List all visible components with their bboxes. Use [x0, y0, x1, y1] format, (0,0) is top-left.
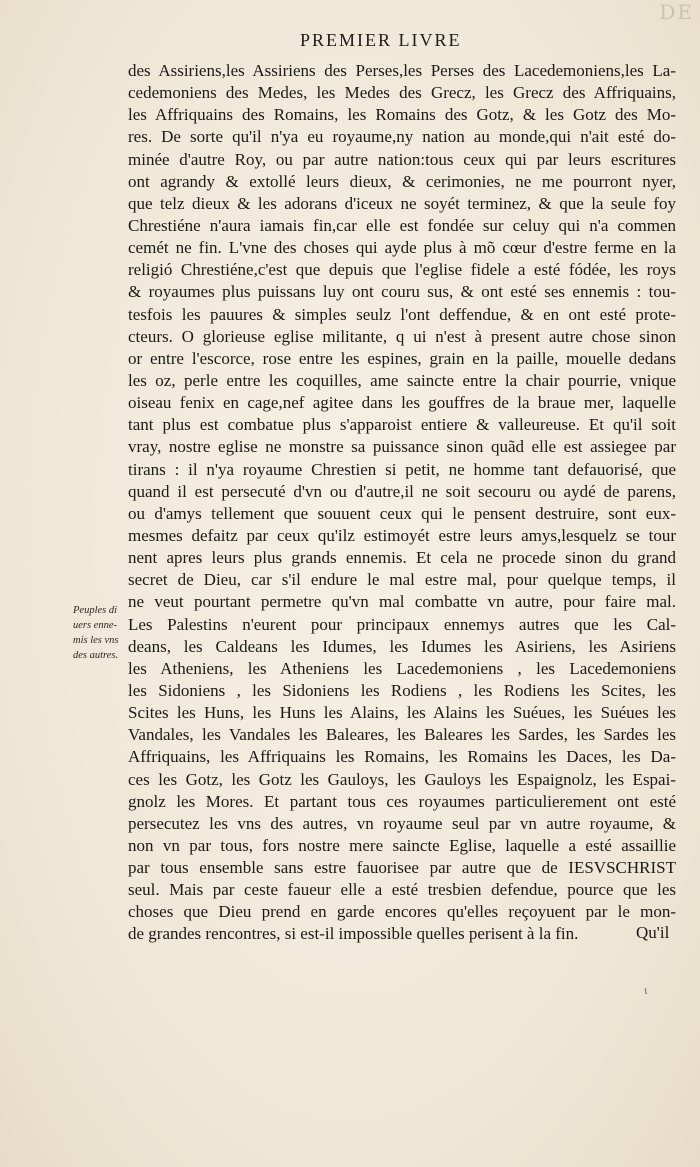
catchword: Qu'il [636, 923, 670, 942]
text-line: non vn par tous, fors nostre mere saincte Eglise, laquelle a esté assaillie [128, 835, 676, 855]
body-text [128, 60, 676, 946]
text-line: de grandes rencontres, si est-il impossible quelles perisent à la fin. [128, 924, 579, 944]
text-line: Chrestiéne n'aura iamais fin,car elle est fondée sur celuy qui n'a commen [128, 215, 676, 235]
text-line: les oz, perle entre les coquilles, ame saincte entre la chair pourrie, vnique [128, 370, 676, 390]
margin-note-line: uers enne- [73, 620, 118, 631]
margin-note-line: mis les vns [73, 635, 119, 646]
text-line: Scites les Huns, les Huns les Alains, les Alains les Suéues, les Suéues les [128, 703, 676, 723]
text-line: nent apres leurs plus grands ennemis. Et cela ne procede sinon du grand [128, 548, 676, 568]
text-line: gnolz les Mores. Et partant tous ces royaumes particulierement ont esté [128, 791, 676, 811]
text-line: cteurs. O glorieuse eglise militante, q ui n'est à present autre chose sinon [128, 326, 676, 346]
text-line: ont agrandy & extollé leurs dieux, & cerimonies, ne me pourront nyer, [128, 171, 676, 191]
text-line: religió Chrestiéne,c'est que depuis que l'eglise fidele a esté fódée, les roys [128, 260, 676, 280]
text-line: cemét ne fin. L'vne des choses qui ayde plus à mõ cœur d'estre ferme en la [128, 238, 676, 258]
text-line: persecutez les vns des autres, vn royaume seul par vn autre royaume, & [128, 813, 676, 833]
text-line: les Affriquains des Romains, les Romains des Gotz, & les Gotz des Mo- [128, 105, 676, 125]
text-line: quand il est persecuté d'vn ou d'autre,il ne soit secouru ou aydé de parens, [128, 481, 676, 501]
text-line: les Atheniens, les Atheniens les Lacedemoniens , les Lacedemoniens [128, 658, 676, 678]
text-line: oiseau fenix en cage,nef agitee dans les gouffres de la braue mer, laquelle [128, 393, 676, 413]
text-line: & royaumes plus puissans luy ont couru sus, & ont esté ses ennemis : tou- [128, 282, 676, 302]
text-line: deans, les Caldeans les Idumes, les Idumes les Asiriens, les Asiriens [128, 636, 676, 656]
text-line: mesmes defaitz par ceux qu'ilz estimoyét estre leurs amys,lesquelz se tour [128, 525, 676, 545]
text-line: tirans : il n'ya royaume Chrestien si petit, ne homme tant defauorisé, que [128, 459, 676, 479]
text-line: vray, nostre eglise ne monstre sa puissance sinon quãd elle est assiegee par [128, 437, 676, 457]
margin-note-line: des autres. [73, 650, 119, 661]
text-line: ne veut pourtant permetre qu'vn mal combatte vn autre, pour faire mal. [128, 592, 676, 612]
margin-note [73, 603, 129, 663]
text-line: ces les Gotz, les Gotz les Gauloys, les Gauloys les Espaignolz, les Espai- [128, 769, 676, 789]
text-line: tant plus est combatue plus s'apparoist entiere & valleureuse. Et qu'il soit [128, 415, 676, 435]
text-line: les Sidoniens , les Sidoniens les Rodiens , les Rodiens les Scites, les [128, 680, 676, 700]
text-line: ou d'amys tellement que souuent ceux qui le pensent destruire, sont eux- [128, 503, 676, 523]
text-line: Vandales, les Vandales les Baleares, les Baleares les Sardes, les Sardes les [128, 725, 676, 745]
text-line: cedemoniens des Medes, les Medes des Grecz, les Grecz des Affriquains, [128, 83, 676, 103]
text-line: des Assiriens,les Assiriens des Perses,les Perses des Lacedemoniens,les La- [128, 61, 676, 80]
margin-note-line: Peuples di [73, 605, 118, 616]
text-line: Affriquains, les Affriquains les Romains, les Romains les Daces, les Da- [128, 747, 676, 767]
page-mark: ι [644, 986, 648, 997]
text-line: res. De sorte qu'il n'ya eu royaume,ny nation au monde,qui n'ait esté do- [128, 127, 676, 147]
text-line: or entre l'escorce, rose entre les espines, grain en la paille, mouelle dedans [128, 348, 676, 368]
text-line: seul. Mais par ceste faueur elle a esté tresbien defendue, pource que les [128, 880, 676, 900]
text-line: secret de Dieu, car s'il endure le mal estre mal, pour quelque temps, il [128, 570, 676, 590]
text-line: tesfois les pauures & simples seulz l'ont deffendue, & en ont esté prote- [128, 304, 676, 324]
bleed-through-text: DE [659, 0, 694, 24]
text-line: par tous ensemble sans estre fauorisee par autre que de IESVSCHRIST [128, 858, 676, 878]
text-line: choses que Dieu prend en garde encores qu'elles reçoyuent par le mon- [128, 902, 676, 922]
text-line: Les Palestins n'eurent pour principaux ennemys autres que les Cal- [128, 614, 676, 634]
text-line: minée d'autre Roy, ou par autre nation:tous ceux qui par leurs escritures [128, 149, 676, 169]
running-header: PREMIER LIVRE [300, 30, 462, 50]
text-line: que telz dieux & les adorans d'iceux ne soyét terminez, & que la seule foy [128, 193, 676, 213]
